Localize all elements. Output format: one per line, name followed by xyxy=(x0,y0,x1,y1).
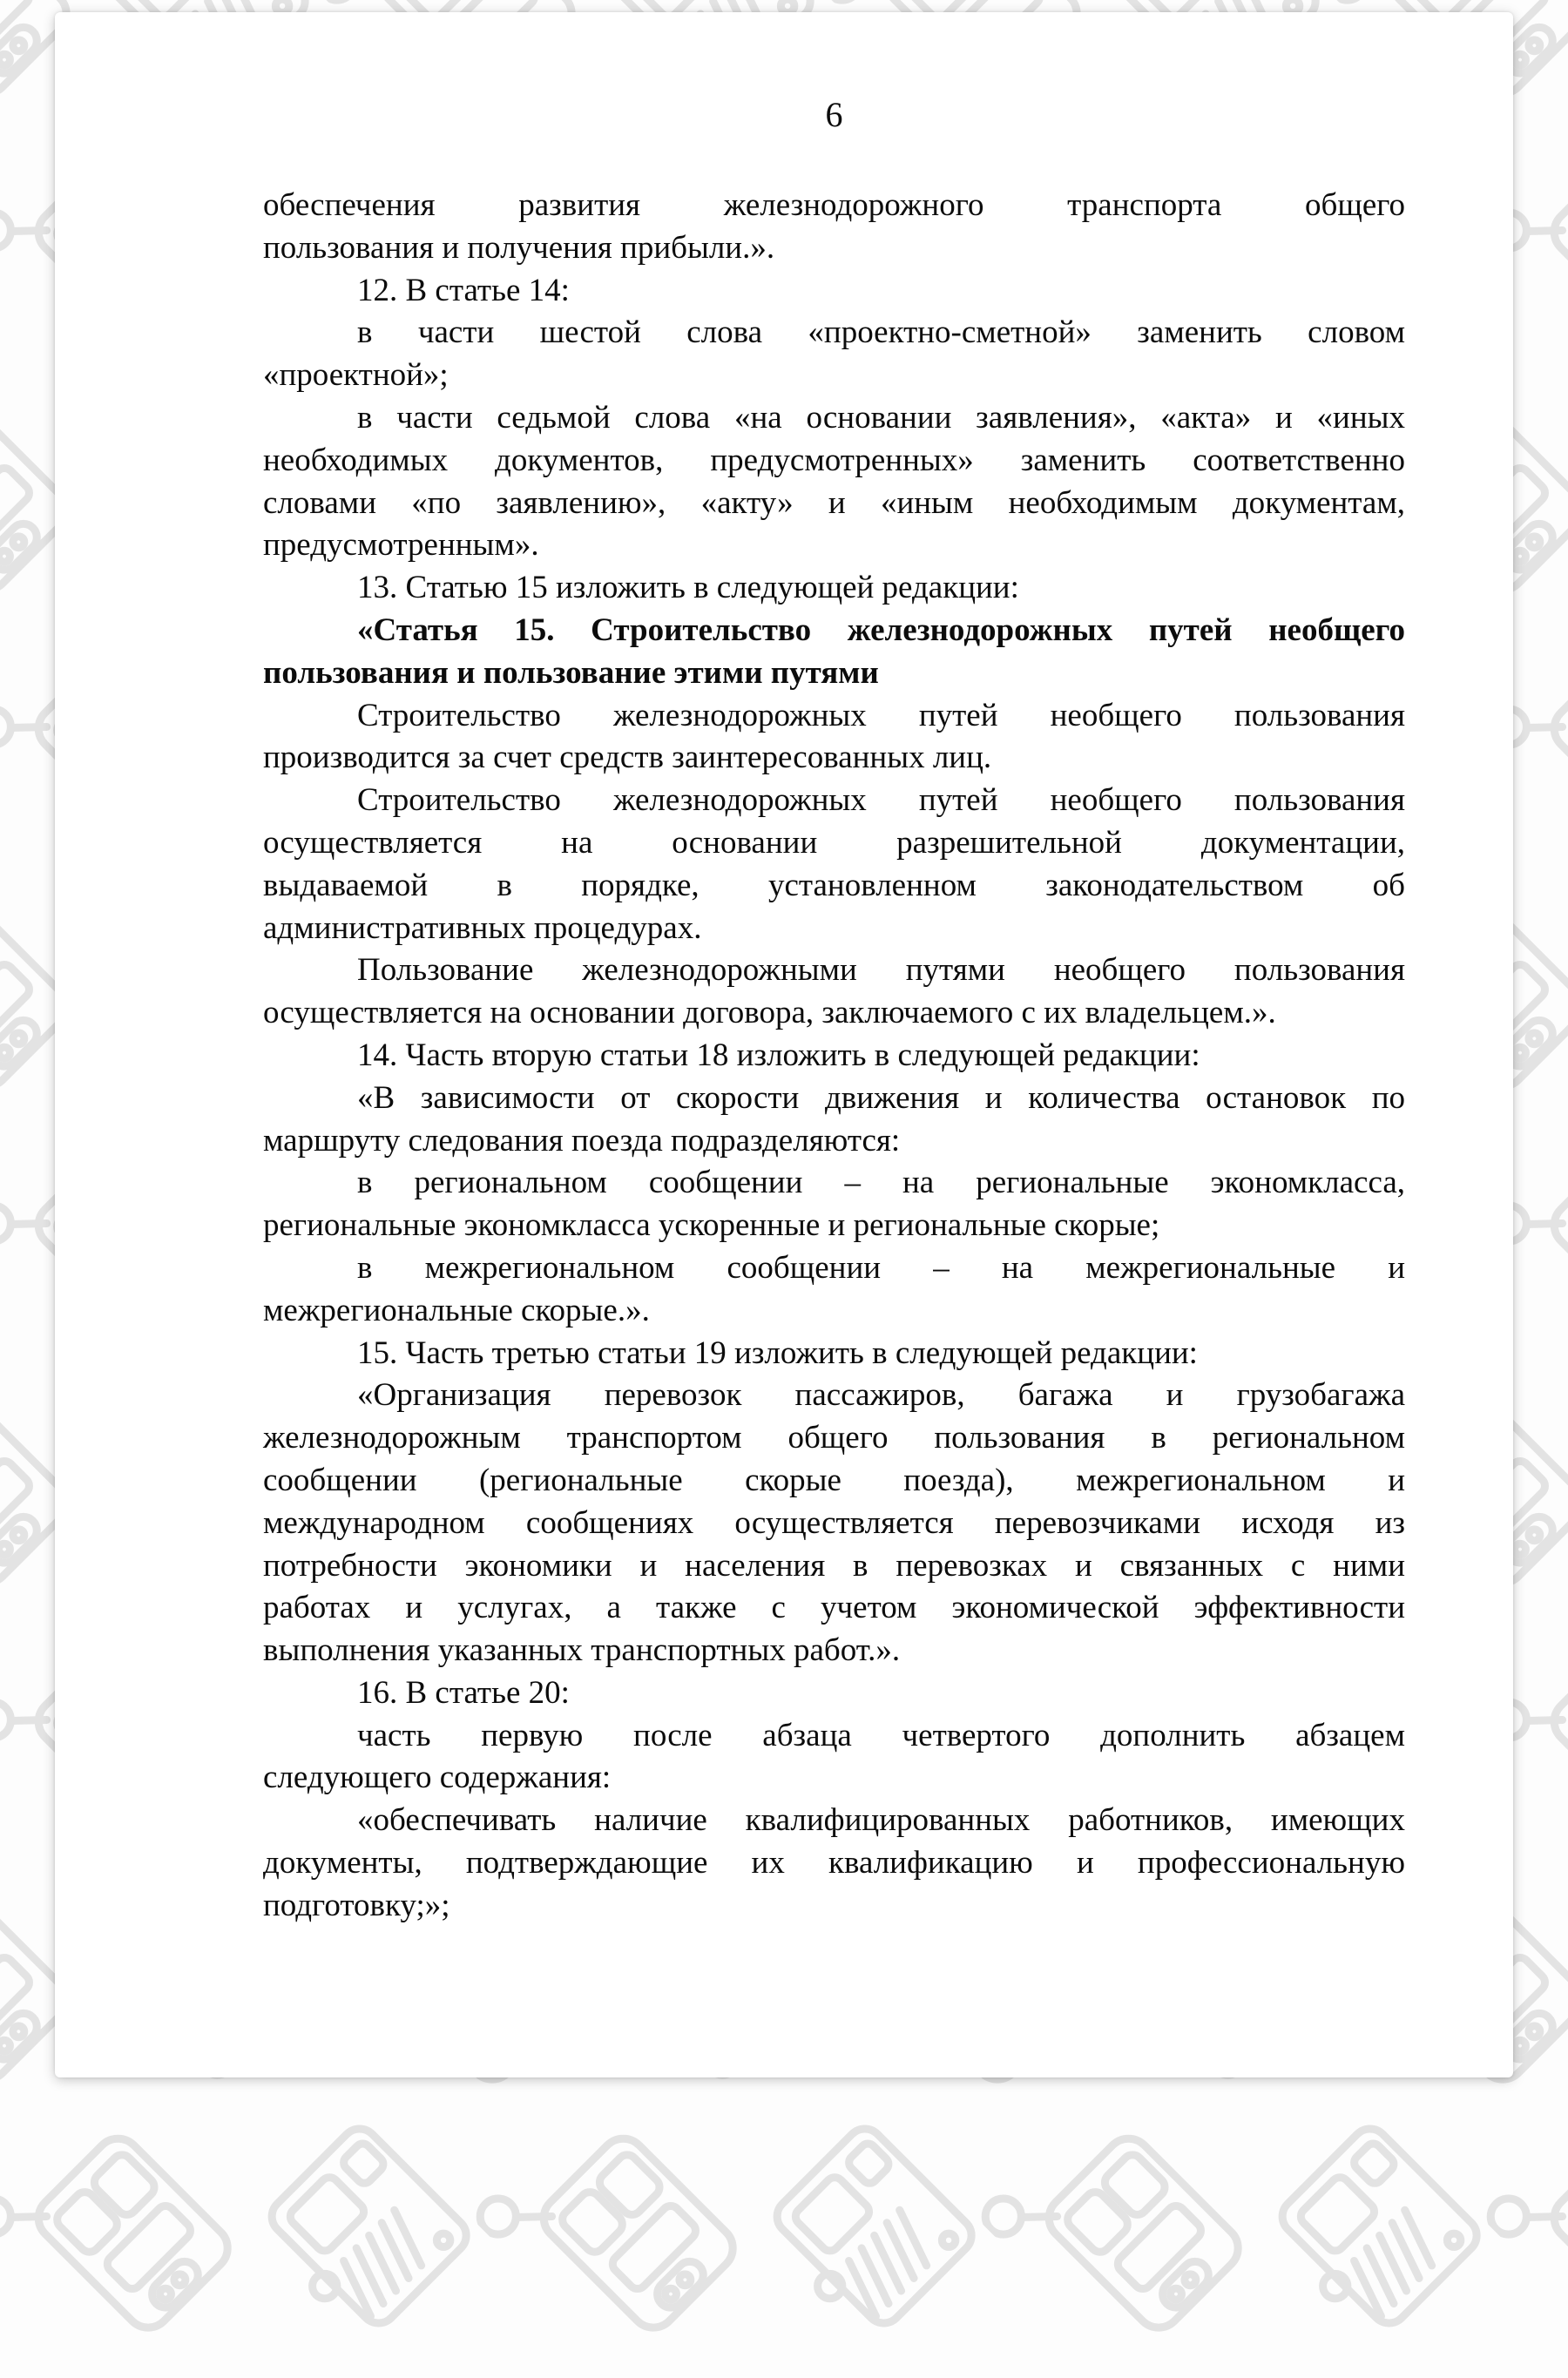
text-line: в межрегиональном сообщении – на межрегиональные и xyxy=(357,1249,1405,1286)
text-line: словами «по заявлению», «акту» и «иным необходимым документам, xyxy=(263,484,1405,521)
text-line: сообщении (региональные скорые поезда), межрегиональном и xyxy=(263,1462,1405,1498)
document-text xyxy=(263,185,1405,1928)
text-line: осуществляется на основании договора, заключаемого с их владельцем.». xyxy=(263,995,1276,1031)
page-number: 6 xyxy=(825,95,843,134)
text-line: обеспечения развития железнодорожного транспорта общего xyxy=(263,187,1405,223)
text-line: часть первую после абзаца четвертого дополнить абзацем xyxy=(357,1717,1405,1753)
text-line: работах и услугах, а также с учетом экономической эффективности xyxy=(263,1590,1405,1626)
text-line: пользования и получения прибыли.». xyxy=(263,229,775,266)
text-line: следующего содержания: xyxy=(263,1760,612,1796)
text-line: маршруту следования поезда подразделяются: xyxy=(263,1122,901,1159)
text-line: Пользование железнодорожными путями необщего пользования xyxy=(357,952,1405,989)
text-line: «проектной»; xyxy=(263,357,449,394)
text-line: Строительство железнодорожных путей необщего пользования xyxy=(357,697,1405,733)
train-outline-icon xyxy=(1220,2082,1515,2377)
text-line: «В зависимости от скорости движения и количества остановок по xyxy=(357,1079,1405,1116)
text-line: документы, подтверждающие их квалификацию и профессиональную xyxy=(263,1845,1405,1881)
text-line: «Статья 15. Строительство железнодорожных путей необщего xyxy=(357,611,1405,648)
text-line: выполнения указанных транспортных работ.». xyxy=(263,1632,901,1669)
train-outline-icon xyxy=(462,2082,757,2377)
text-line: в части шестой слова «проектно-сметной» заменить словом xyxy=(357,314,1405,351)
text-line: 12. В статье 14: xyxy=(357,272,570,308)
text-line: «Организация перевозок пассажиров, багажа и грузобагажа xyxy=(357,1377,1405,1414)
text-line: «обеспечивать наличие квалифицированных работников, имеющих xyxy=(357,1802,1405,1839)
text-line: Строительство железнодорожных путей необщего пользования xyxy=(357,782,1405,819)
text-line: предусмотренным». xyxy=(263,527,539,564)
text-line: 16. В статье 20: xyxy=(357,1674,570,1711)
text-line: международном сообщениях осуществляется перевозчиками исходя из xyxy=(263,1504,1405,1541)
text-line: осуществляется на основании разрешительной документации, xyxy=(263,824,1405,861)
text-line: административных процедурах. xyxy=(263,909,702,946)
train-outline-icon xyxy=(209,2082,504,2377)
text-line: выдаваемой в порядке, установленном законодательством об xyxy=(263,867,1405,903)
document-page xyxy=(55,12,1513,2077)
text-line: необходимых документов, предусмотренных» заменить соответственно xyxy=(263,442,1405,478)
text-line: пользования и пользование этими путями xyxy=(263,654,879,691)
text-line: в части седьмой слова «на основании заявления», «акта» и «иных xyxy=(357,399,1405,436)
text-line: потребности экономики и населения в перевозках и связанных с ними xyxy=(263,1547,1405,1584)
text-line: региональные экономкласса ускоренные и региональные скорые; xyxy=(263,1207,1160,1244)
text-line: 14. Часть вторую статьи 18 изложить в следующей редакции: xyxy=(357,1037,1200,1073)
text-line: подготовку;»; xyxy=(263,1887,450,1923)
text-line: 13. Статью 15 изложить в следующей редакции: xyxy=(357,570,1019,606)
text-line: в региональном сообщении – на региональные экономкласса, xyxy=(357,1165,1405,1201)
train-outline-icon xyxy=(714,2082,1010,2377)
text-line: железнодорожным транспортом общего пользования в региональном xyxy=(263,1420,1405,1456)
text-line: 15. Часть третью статьи 19 изложить в следующей редакции: xyxy=(357,1334,1198,1371)
text-line: производится за счет средств заинтересованных лиц. xyxy=(263,740,992,776)
text-line: межрегиональные скорые.». xyxy=(263,1292,650,1328)
train-outline-icon xyxy=(967,2082,1262,2377)
